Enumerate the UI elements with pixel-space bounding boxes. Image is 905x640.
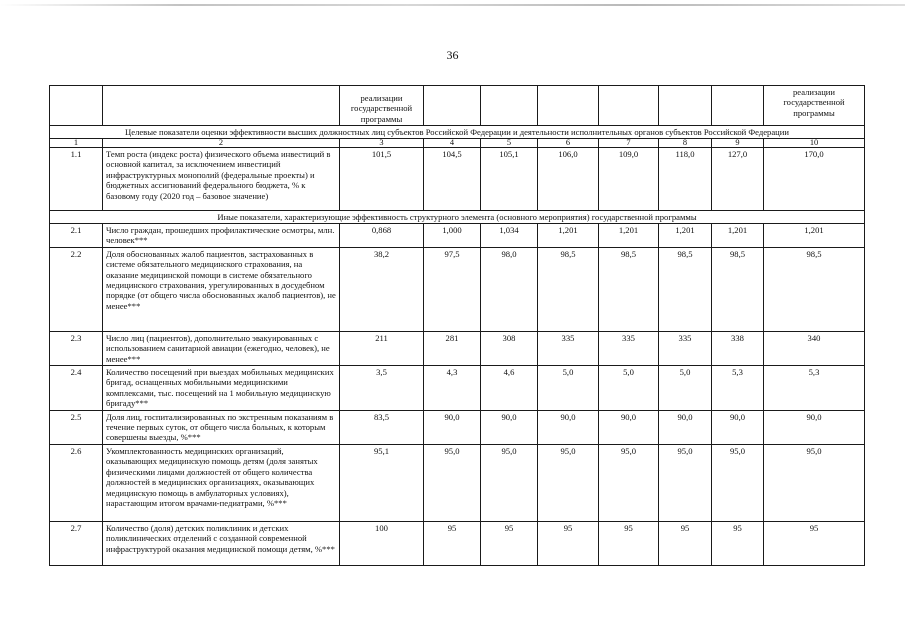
value-cell: 0,868 [340,224,424,248]
value-cell: 95 [659,521,712,565]
value-cell: 105,1 [481,148,538,211]
value-cell: 98,0 [481,247,538,331]
value-cell: 335 [659,331,712,365]
column-number: 7 [599,139,659,148]
header-cell-2 [103,86,340,126]
table-row [50,410,865,444]
value-cell: 1,201 [712,224,764,248]
value-cell: 106,0 [538,148,599,211]
value-cell: 95,0 [659,444,712,521]
row-number: 2.7 [50,521,103,565]
value-cell: 100 [340,521,424,565]
column-number: 1 [50,139,103,148]
value-cell: 1,201 [764,224,865,248]
value-cell: 109,0 [599,148,659,211]
value-cell: 95 [538,521,599,565]
table-row [50,521,865,565]
value-cell: 335 [599,331,659,365]
value-cell: 3,5 [340,366,424,411]
section-title-2: Иные показатели, характеризующие эффективность структурного элемента (основного мероприятия) государственной программы [50,211,865,224]
table-row [50,444,865,521]
value-cell: 1,000 [424,224,481,248]
column-number-row [50,139,865,148]
value-cell: 95,1 [340,444,424,521]
value-cell: 90,0 [599,410,659,444]
value-cell: 90,0 [712,410,764,444]
value-cell: 95,0 [599,444,659,521]
value-cell: 90,0 [481,410,538,444]
header-cell-8 [659,86,712,126]
value-cell: 90,0 [659,410,712,444]
header-cell-10: реализации государственной программы [764,86,865,126]
value-cell: 5,0 [659,366,712,411]
header-row-top [50,86,865,126]
value-cell: 90,0 [538,410,599,444]
header-cell-5 [481,86,538,126]
header-cell-3: реализации государственной программы [340,86,424,126]
header-cell-4 [424,86,481,126]
value-cell: 98,5 [659,247,712,331]
value-cell: 4,3 [424,366,481,411]
value-cell: 281 [424,331,481,365]
value-cell: 5,3 [712,366,764,411]
column-number: 10 [764,139,865,148]
column-number: 3 [340,139,424,148]
value-cell: 4,6 [481,366,538,411]
header-cell-7 [599,86,659,126]
value-cell: 95 [712,521,764,565]
indicators-table [49,85,865,566]
header-cell-6 [538,86,599,126]
value-cell: 340 [764,331,865,365]
row-number: 1.1 [50,148,103,211]
page-number: 36 [446,48,459,62]
value-cell: 83,5 [340,410,424,444]
header-cell-9 [712,86,764,126]
value-cell: 97,5 [424,247,481,331]
value-cell: 104,5 [424,148,481,211]
row-description: Укомплектованность медицинских организаций, оказывающих медицинскую помощь детям (доля занятых физическими лицами должностей от общего количества должностей в медицинских организациях, оказывающих медицинскую помощь в амбулаторных условиях), нарастающим итогом врачами-педиатрами, %*** [103,444,340,521]
value-cell: 1,201 [538,224,599,248]
value-cell: 95,0 [712,444,764,521]
value-cell: 338 [712,331,764,365]
table-row [50,224,865,248]
row-description: Доля лиц, госпитализированных по экстренным показаниям в течение первых суток, от общего числа больных, к которым совершены выезды, %*** [103,410,340,444]
value-cell: 95 [424,521,481,565]
value-cell: 95 [764,521,865,565]
column-number: 8 [659,139,712,148]
value-cell: 335 [538,331,599,365]
value-cell: 211 [340,331,424,365]
value-cell: 101,5 [340,148,424,211]
value-cell: 5,0 [538,366,599,411]
column-number: 6 [538,139,599,148]
section-title-1: Целевые показатели оценки эффективности высших должностных лиц субъектов Российской Федерации и деятельности исполнительных органов субъектов Российской Федерации [50,126,865,139]
value-cell: 170,0 [764,148,865,211]
row-description: Число граждан, прошедших профилактические осмотры, млн. человек*** [103,224,340,248]
column-number: 5 [481,139,538,148]
section-row-2 [50,211,865,224]
table-row [50,148,865,211]
value-cell: 95,0 [481,444,538,521]
table-row [50,366,865,411]
section-row-1 [50,126,865,139]
value-cell: 1,201 [659,224,712,248]
table-row [50,247,865,331]
column-number: 2 [103,139,340,148]
value-cell: 98,5 [764,247,865,331]
value-cell: 98,5 [712,247,764,331]
indicators-table-wrapper [49,85,864,566]
value-cell: 90,0 [424,410,481,444]
value-cell: 90,0 [764,410,865,444]
row-description: Темп роста (индекс роста) физического объема инвестиций в основной капитал, за исключением инвестиций инфраструктурных монополий (федеральные проекты) и бюджетных ассигнований федерального бюджета, % к базовому году (2020 год – базовое значение) [103,148,340,211]
row-description: Количество посещений при выездах мобильных медицинских бригад, оснащенных мобильными медицинскими комплексами, тыс. посещений на 1 мобильную медицинскую бригаду*** [103,366,340,411]
row-number: 2.3 [50,331,103,365]
value-cell: 1,201 [599,224,659,248]
row-description: Количество (доля) детских поликлиник и детских поликлинических отделений с созданной современной инфраструктурой оказания медицинской помощи детям, %*** [103,521,340,565]
value-cell: 95,0 [764,444,865,521]
column-number: 4 [424,139,481,148]
row-number: 2.6 [50,444,103,521]
value-cell: 98,5 [538,247,599,331]
row-description: Доля обоснованных жалоб пациентов, застрахованных в системе обязательного медицинского страхования, на оказание медицинской помощи в системе обязательного медицинского страхования, урегулированных в досудебном порядке (от общего числа обоснованных жалоб пациентов), не менее*** [103,247,340,331]
value-cell: 95 [481,521,538,565]
value-cell: 38,2 [340,247,424,331]
value-cell: 98,5 [599,247,659,331]
value-cell: 5,3 [764,366,865,411]
row-description: Число лиц (пациентов), дополнительно эвакуированных с использованием санитарной авиации (ежегодно, человек), не менее*** [103,331,340,365]
value-cell: 1,034 [481,224,538,248]
header-cell-1 [50,86,103,126]
value-cell: 118,0 [659,148,712,211]
column-number: 9 [712,139,764,148]
value-cell: 5,0 [599,366,659,411]
row-number: 2.1 [50,224,103,248]
value-cell: 95 [599,521,659,565]
value-cell: 95,0 [538,444,599,521]
scan-edge-line [0,4,905,6]
row-number: 2.5 [50,410,103,444]
value-cell: 127,0 [712,148,764,211]
value-cell: 308 [481,331,538,365]
row-number: 2.2 [50,247,103,331]
value-cell: 95,0 [424,444,481,521]
table-row [50,331,865,365]
row-number: 2.4 [50,366,103,411]
